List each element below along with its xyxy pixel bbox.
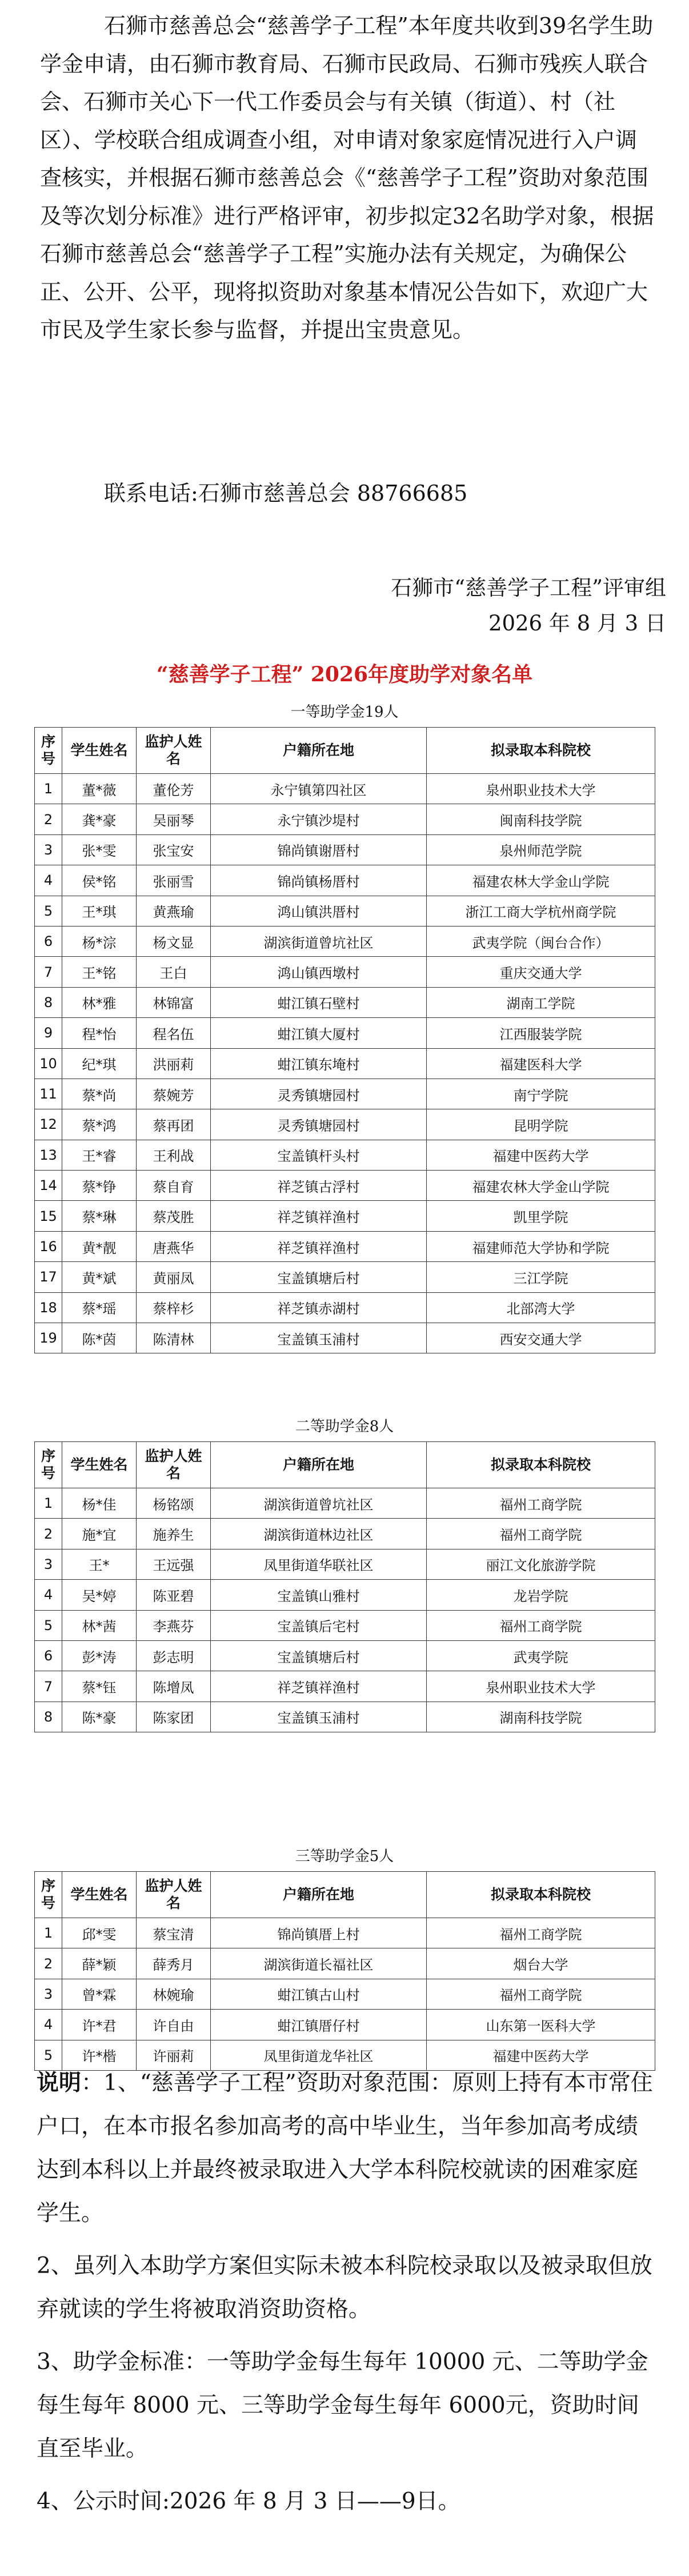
tier-second-grade — [34, 1415, 655, 1732]
cell-hukou: 祥芝镇祥渔村 — [211, 1231, 427, 1261]
cell-student: 许*君 — [62, 2010, 137, 2040]
cell-school: 重庆交通大学 — [427, 957, 655, 987]
cell-no: 14 — [35, 1171, 62, 1201]
cell-no: 11 — [35, 1079, 62, 1109]
cell-school: 北部湾大学 — [427, 1292, 655, 1323]
cell-no: 18 — [35, 1292, 62, 1323]
cell-guardian: 吴丽琴 — [137, 804, 211, 834]
cell-student: 纪*琪 — [62, 1048, 137, 1079]
cell-hukou: 祥芝镇古浮村 — [211, 1171, 427, 1201]
cell-student: 杨*佳 — [62, 1488, 137, 1519]
cell-school: 福建师范大学协和学院 — [427, 1231, 655, 1261]
cell-guardian: 王利战 — [137, 1140, 211, 1170]
cell-school: 福建医科大学 — [427, 1048, 655, 1079]
cell-hukou: 湖滨街道林边社区 — [211, 1519, 427, 1549]
cell-hukou: 祥芝镇祥渔村 — [211, 1671, 427, 1702]
table-row — [35, 1109, 655, 1140]
cell-guardian: 蔡宝清 — [137, 1918, 211, 1948]
cell-student: 蔡*鸿 — [62, 1109, 137, 1140]
table-row — [35, 926, 655, 956]
cell-student: 薛*颖 — [62, 1948, 137, 1979]
cell-hukou: 蚶江镇石壁村 — [211, 987, 427, 1017]
cell-student: 林*茜 — [62, 1610, 137, 1640]
cell-school: 烟台大学 — [427, 1948, 655, 1979]
cell-hukou: 宝盖镇塘后村 — [211, 1262, 427, 1292]
cell-guardian: 李燕芬 — [137, 1610, 211, 1640]
cell-guardian: 蔡自育 — [137, 1171, 211, 1201]
table-row — [35, 2010, 655, 2040]
cell-hukou: 灵秀镇塘园村 — [211, 1079, 427, 1109]
cell-school: 山东第一医科大学 — [427, 2010, 655, 2040]
cell-student: 王*铭 — [62, 957, 137, 987]
cell-no: 8 — [35, 987, 62, 1017]
cell-hukou: 宝盖镇塘后村 — [211, 1640, 427, 1671]
cell-student: 杨*淙 — [62, 926, 137, 956]
cell-guardian: 洪丽莉 — [137, 1048, 211, 1079]
tier-first-grade — [34, 701, 655, 1353]
table-row — [35, 1262, 655, 1292]
table-row — [35, 1671, 655, 1702]
cell-guardian: 林婉瑜 — [137, 1979, 211, 2009]
cell-guardian: 施养生 — [137, 1519, 211, 1549]
cell-hukou: 湖滨街道曾坑社区 — [211, 926, 427, 956]
cell-student: 陈*茵 — [62, 1323, 137, 1353]
cell-no: 7 — [35, 1671, 62, 1702]
intro-paragraph: 石狮市慈善总会“慈善学子工程”本年度共收到39名学生助学金申请，由石狮市教育局、石狮市民政局、石狮市残疾人联合会、石狮市关心下一代工作委员会与有关镇（街道）、村（社区）、学校联合组成调查小组，对申请对象家庭情况进行入户调查核实，并根据石狮市慈善总会《“慈善学子工程”资助对象范围及等次划分标准》进行严格评审，初步拟定32名助学对象，根据石狮市慈善总会“慈善学子工程”实施办法有关规定，为确保公正、公开、公平，现将拟资助对象基本情况公告如下，欢迎广大市民及学生家长参与监督，并提出宝贵意见。 — [40, 13, 654, 342]
roster-table — [34, 1441, 655, 1732]
cell-student: 王* — [62, 1549, 137, 1579]
cell-hukou: 宝盖镇玉浦村 — [211, 1702, 427, 1732]
cell-hukou: 永宁镇第四社区 — [211, 774, 427, 804]
cell-guardian: 林锦富 — [137, 987, 211, 1017]
cell-guardian: 杨铭颂 — [137, 1488, 211, 1519]
table-row — [35, 1292, 655, 1323]
cell-no: 1 — [35, 774, 62, 804]
header-hukou: 户籍所在地 — [211, 728, 427, 774]
roster-table — [34, 727, 655, 1353]
cell-school: 三江学院 — [427, 1262, 655, 1292]
cell-guardian: 陈亚碧 — [137, 1580, 211, 1610]
cell-no: 5 — [35, 1610, 62, 1640]
note-item-1: 说明：1、“慈善学子工程”资助对象范围：原则上持有本市常住户口，在本市报名参加高考的高中毕业生，当年参加高考成绩达到本科以上并最终被录取进入大学本科院校就读的困难家庭学生。 — [37, 2070, 653, 2226]
table-row — [35, 1171, 655, 1201]
notes-section — [37, 2061, 659, 2533]
cell-no: 16 — [35, 1231, 62, 1261]
table-row — [35, 774, 655, 804]
cell-guardian: 程名伍 — [137, 1018, 211, 1048]
cell-hukou: 湖滨街道曾坑社区 — [211, 1488, 427, 1519]
table-row — [35, 1231, 655, 1261]
cell-school: 泉州师范学院 — [427, 834, 655, 865]
table-row — [35, 1948, 655, 1979]
cell-no: 7 — [35, 957, 62, 987]
cell-hukou: 鸿山镇洪厝村 — [211, 896, 427, 926]
cell-student: 蔡*尚 — [62, 1079, 137, 1109]
table-row — [35, 1519, 655, 1549]
table-row — [35, 1549, 655, 1579]
note-item-4: 4、公示时间:2026 年 8 月 3 日——9日。 — [37, 2489, 460, 2514]
list-title: “慈善学子工程” 2026年度助学对象名单 — [156, 662, 533, 686]
cell-school: 浙江工商大学杭州商学院 — [427, 896, 655, 926]
cell-student: 龚*豪 — [62, 804, 137, 834]
cell-no: 6 — [35, 926, 62, 956]
header-school: 拟录取本科院校 — [427, 1872, 655, 1918]
cell-hukou: 宝盖镇后宅村 — [211, 1610, 427, 1640]
cell-hukou: 凤里街道龙华社区 — [211, 2040, 427, 2070]
cell-no: 8 — [35, 1702, 62, 1732]
table-row — [35, 896, 655, 926]
cell-hukou: 蚶江镇厝仔村 — [211, 2010, 427, 2040]
cell-school: 福州工商学院 — [427, 1918, 655, 1948]
cell-school: 凯里学院 — [427, 1201, 655, 1231]
cell-school: 西安交通大学 — [427, 1323, 655, 1353]
cell-hukou: 锦尚镇厝上村 — [211, 1918, 427, 1948]
table-row — [35, 1018, 655, 1048]
tier-third-grade — [34, 1845, 655, 2071]
cell-guardian: 蔡再团 — [137, 1109, 211, 1140]
cell-guardian: 许丽莉 — [137, 2040, 211, 2070]
cell-student: 程*怡 — [62, 1018, 137, 1048]
cell-guardian: 张宝安 — [137, 834, 211, 865]
cell-school: 湖南工学院 — [427, 987, 655, 1017]
header-student: 学生姓名 — [62, 728, 137, 774]
header-guardian: 监护人姓名 — [137, 1442, 211, 1488]
header-school: 拟录取本科院校 — [427, 728, 655, 774]
cell-guardian: 唐燕华 — [137, 1231, 211, 1261]
cell-student: 许*楷 — [62, 2040, 137, 2070]
cell-school: 福建农林大学金山学院 — [427, 1171, 655, 1201]
table-row — [35, 1640, 655, 1671]
cell-no: 15 — [35, 1201, 62, 1231]
cell-school: 泉州职业技术大学 — [427, 774, 655, 804]
cell-no: 4 — [35, 2010, 62, 2040]
tier-title: 一等助学金19人 — [290, 704, 399, 721]
cell-school: 闽南科技学院 — [427, 804, 655, 834]
header-student: 学生姓名 — [62, 1442, 137, 1488]
roster-table — [34, 1871, 655, 2071]
cell-guardian: 薛秀月 — [137, 1948, 211, 1979]
cell-no: 19 — [35, 1323, 62, 1353]
cell-hukou: 蚶江镇古山村 — [211, 1979, 427, 2009]
cell-student: 彭*涛 — [62, 1640, 137, 1671]
cell-guardian: 黄丽凤 — [137, 1262, 211, 1292]
signature-date: 2026 年 8 月 3 日 — [488, 611, 666, 636]
cell-no: 5 — [35, 896, 62, 926]
cell-student: 邱*雯 — [62, 1918, 137, 1948]
cell-hukou: 鸿山镇西墩村 — [211, 957, 427, 987]
cell-guardian: 董伦芳 — [137, 774, 211, 804]
contact-line: 联系电话:石狮市慈善总会 88766685 — [104, 481, 468, 506]
cell-no: 13 — [35, 1140, 62, 1170]
table-row — [35, 957, 655, 987]
cell-school: 福建农林大学金山学院 — [427, 865, 655, 896]
table-row — [35, 1048, 655, 1079]
header-no: 序号 — [35, 1442, 62, 1488]
cell-guardian: 彭志明 — [137, 1640, 211, 1671]
cell-school: 昆明学院 — [427, 1109, 655, 1140]
cell-student: 吴*婷 — [62, 1580, 137, 1610]
cell-student: 陈*豪 — [62, 1702, 137, 1732]
header-guardian: 监护人姓名 — [137, 728, 211, 774]
cell-school: 江西服装学院 — [427, 1018, 655, 1048]
header-guardian: 监护人姓名 — [137, 1872, 211, 1918]
signature-block — [391, 570, 666, 641]
cell-school: 龙岩学院 — [427, 1580, 655, 1610]
table-row — [35, 987, 655, 1017]
cell-guardian: 陈家团 — [137, 1702, 211, 1732]
notes-lead: 说明 — [37, 2070, 82, 2096]
cell-guardian: 黄燕瑜 — [137, 896, 211, 926]
cell-hukou: 湖滨街道长福社区 — [211, 1948, 427, 1979]
table-row — [35, 1201, 655, 1231]
cell-no: 2 — [35, 1948, 62, 1979]
table-row — [35, 1918, 655, 1948]
cell-no: 2 — [35, 804, 62, 834]
cell-hukou: 永宁镇沙堤村 — [211, 804, 427, 834]
tier-title: 二等助学金8人 — [295, 1418, 394, 1435]
table-row — [35, 804, 655, 834]
cell-no: 4 — [35, 865, 62, 896]
cell-hukou: 祥芝镇祥渔村 — [211, 1201, 427, 1231]
cell-hukou: 锦尚镇杨厝村 — [211, 865, 427, 896]
cell-student: 黄*斌 — [62, 1262, 137, 1292]
cell-student: 林*雅 — [62, 987, 137, 1017]
cell-student: 施*宜 — [62, 1519, 137, 1549]
table-row — [35, 1140, 655, 1170]
tier-title: 三等助学金5人 — [295, 1848, 394, 1865]
cell-student: 蔡*琳 — [62, 1201, 137, 1231]
cell-hukou: 宝盖镇玉浦村 — [211, 1323, 427, 1353]
cell-hukou: 凤里街道华联社区 — [211, 1549, 427, 1579]
signature-org: 石狮市“慈善学子工程”评审组 — [391, 576, 666, 600]
cell-no: 6 — [35, 1640, 62, 1671]
note-item-3: 3、助学金标准：一等助学金每生每年 10000 元、二等助学金每生每年 8000 元、三等助学金每生每年 6000元，资助时间直至毕业。 — [37, 2349, 648, 2462]
cell-no: 3 — [35, 834, 62, 865]
cell-school: 湖南科技学院 — [427, 1702, 655, 1732]
cell-student: 王*睿 — [62, 1140, 137, 1170]
cell-no: 2 — [35, 1519, 62, 1549]
header-student: 学生姓名 — [62, 1872, 137, 1918]
cell-guardian: 张丽雪 — [137, 865, 211, 896]
cell-school: 福州工商学院 — [427, 1519, 655, 1549]
cell-no: 5 — [35, 2040, 62, 2070]
table-row — [35, 1488, 655, 1519]
cell-guardian: 蔡茂胜 — [137, 1201, 211, 1231]
table-row — [35, 1580, 655, 1610]
cell-hukou: 锦尚镇谢厝村 — [211, 834, 427, 865]
cell-school: 福建中医药大学 — [427, 1140, 655, 1170]
cell-hukou: 宝盖镇山雅村 — [211, 1580, 427, 1610]
header-row — [35, 1442, 655, 1488]
cell-school: 福州工商学院 — [427, 1610, 655, 1640]
table-row — [35, 1079, 655, 1109]
header-hukou: 户籍所在地 — [211, 1872, 427, 1918]
cell-school: 武夷学院 — [427, 1640, 655, 1671]
cell-no: 1 — [35, 1488, 62, 1519]
cell-student: 董*薇 — [62, 774, 137, 804]
table-row — [35, 1979, 655, 2009]
cell-no: 10 — [35, 1048, 62, 1079]
cell-student: 侯*铭 — [62, 865, 137, 896]
cell-hukou: 蚶江镇东埯村 — [211, 1048, 427, 1079]
cell-school: 福州工商学院 — [427, 1979, 655, 2009]
cell-no: 3 — [35, 1549, 62, 1579]
note-item-2: 2、虽列入本助学方案但实际未被本科院校录取以及被录取但放弃就读的学生将被取消资助资格。 — [37, 2253, 652, 2322]
cell-guardian: 王远强 — [137, 1549, 211, 1579]
cell-guardian: 王白 — [137, 957, 211, 987]
header-school: 拟录取本科院校 — [427, 1442, 655, 1488]
cell-school: 武夷学院（闽台合作） — [427, 926, 655, 956]
cell-school: 丽江文化旅游学院 — [427, 1549, 655, 1579]
cell-no: 9 — [35, 1018, 62, 1048]
cell-hukou: 灵秀镇塘园村 — [211, 1109, 427, 1140]
cell-no: 12 — [35, 1109, 62, 1140]
cell-hukou: 蚶江镇大厦村 — [211, 1018, 427, 1048]
cell-student: 曾*霖 — [62, 1979, 137, 2009]
cell-no: 1 — [35, 1918, 62, 1948]
header-no: 序号 — [35, 1872, 62, 1918]
header-row — [35, 728, 655, 774]
cell-no: 3 — [35, 1979, 62, 2009]
table-row — [35, 1323, 655, 1353]
header-no: 序号 — [35, 728, 62, 774]
cell-school: 南宁学院 — [427, 1079, 655, 1109]
table-row — [35, 834, 655, 865]
cell-student: 蔡*铮 — [62, 1171, 137, 1201]
cell-student: 蔡*钰 — [62, 1671, 137, 1702]
table-row — [35, 1702, 655, 1732]
cell-student: 黄*靓 — [62, 1231, 137, 1261]
header-row — [35, 1872, 655, 1918]
cell-guardian: 许自由 — [137, 2010, 211, 2040]
table-row — [35, 1610, 655, 1640]
cell-hukou: 宝盖镇杆头村 — [211, 1140, 427, 1170]
header-hukou: 户籍所在地 — [211, 1442, 427, 1488]
cell-guardian: 杨文显 — [137, 926, 211, 956]
cell-guardian: 蔡梓杉 — [137, 1292, 211, 1323]
cell-student: 张*雯 — [62, 834, 137, 865]
cell-guardian: 陈增凤 — [137, 1671, 211, 1702]
cell-hukou: 祥芝镇赤湖村 — [211, 1292, 427, 1323]
cell-guardian: 蔡婉芳 — [137, 1079, 211, 1109]
cell-student: 蔡*瑶 — [62, 1292, 137, 1323]
cell-school: 福建中医药大学 — [427, 2040, 655, 2070]
cell-no: 4 — [35, 1580, 62, 1610]
cell-no: 17 — [35, 1262, 62, 1292]
cell-guardian: 陈清林 — [137, 1323, 211, 1353]
cell-school: 泉州职业技术大学 — [427, 1671, 655, 1702]
table-row — [35, 865, 655, 896]
cell-school: 福州工商学院 — [427, 1488, 655, 1519]
cell-student: 王*琪 — [62, 896, 137, 926]
